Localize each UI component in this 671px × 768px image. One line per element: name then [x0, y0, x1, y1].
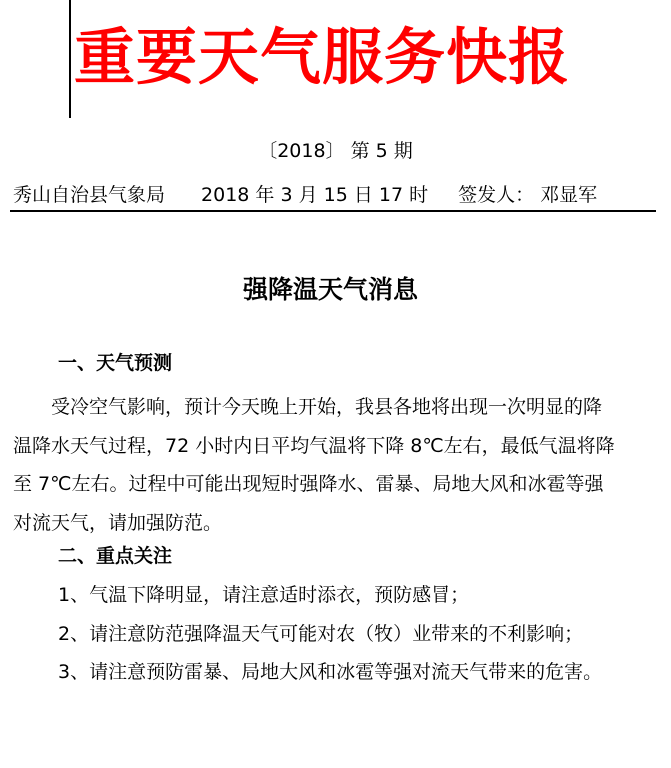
paragraph-line: 温降水天气过程，72 小时内日平均气温将下降 8℃左右，最低气温将降: [13, 434, 615, 457]
agency-name: 秀山自治县气象局: [13, 184, 166, 206]
list-item: 2、请注意防范强降温天气可能对农（牧）业带来的不利影响；: [58, 623, 584, 645]
issue-datetime: 2018 年 3 月 15 日 17 时: [201, 184, 429, 206]
paragraph-line: 至 7℃左右。过程中可能出现短时强降水、雷暴、局地大风和冰雹等强: [13, 473, 604, 495]
header-info-row: [13, 182, 597, 208]
forecast-paragraph: [13, 388, 671, 542]
masthead-title: 重要天气服务快报: [74, 22, 571, 93]
list-item: 3、请注意预防雷暴、局地大风和冰雹等强对流天气带来的危害。: [58, 661, 603, 683]
text-cursor: [69, 0, 71, 118]
document-title: 强降温天气消息: [242, 275, 418, 304]
header-divider: [10, 210, 656, 212]
list-item: 1、气温下降明显，请注意适时添衣，预防感冒；: [58, 584, 470, 606]
section-heading-focus: 二、重点关注: [58, 545, 173, 567]
issue-number: 〔2018〕 第 5 期: [258, 140, 413, 162]
signer: 签发人： 邓显军: [458, 184, 598, 206]
paragraph-line: 受冷空气影响，预计今天晚上开始，我县各地将出现一次明显的降: [13, 396, 603, 418]
paragraph-line: 对流天气，请加强防范。: [13, 511, 223, 534]
section-heading-forecast: 一、天气预测: [58, 352, 173, 374]
